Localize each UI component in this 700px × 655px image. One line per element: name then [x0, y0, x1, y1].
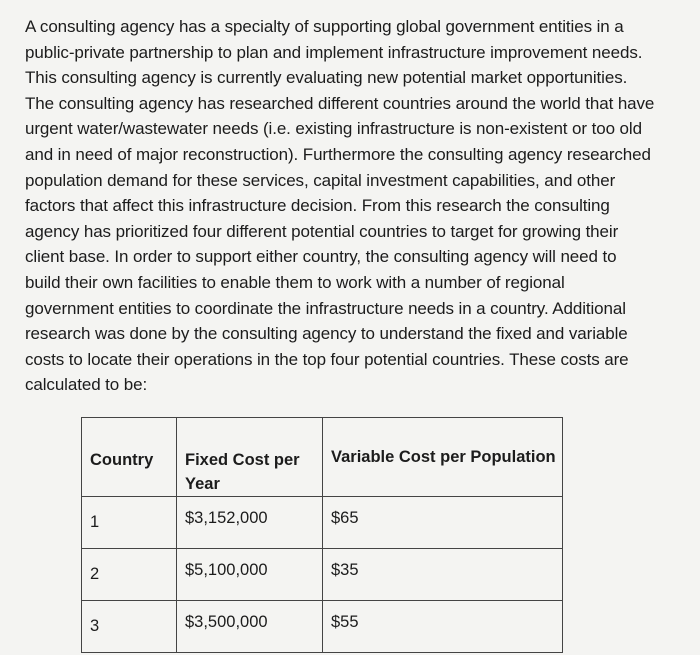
problem-statement: [25, 14, 693, 398]
paragraph-line: and in need of major reconstruction). Furthermore the consulting agency researched: [25, 144, 651, 164]
header-variable-cost: [323, 418, 563, 497]
cell-country: 3: [82, 601, 177, 653]
paragraph-line: client base. In order to support either country, the consulting agency will need to: [25, 247, 617, 267]
cell-fixed-cost: $5,100,000: [177, 549, 323, 601]
cell-fixed-cost: $3,500,000: [177, 601, 323, 653]
paragraph-line: A consulting agency has a specialty of supporting global government entities in a: [25, 17, 624, 36]
paragraph-line: population demand for these services, capital investment capabilities, and other: [25, 170, 616, 190]
header-fixed-cost-line2: Year: [185, 475, 220, 493]
cell-fixed-cost: $3,152,000: [177, 497, 323, 549]
table-header-row: [82, 418, 563, 497]
cell-country: 2: [82, 549, 177, 601]
cell-country: 1: [82, 497, 177, 549]
paragraph-line: factors that affect this infrastructure decision. From this research the consulting: [25, 196, 610, 216]
header-country: [82, 418, 177, 497]
paragraph-line: public-private partnership to plan and implement infrastructure improvement needs.: [25, 42, 643, 62]
paragraph-line: government entities to coordinate the infrastructure needs in a country. Additional: [25, 298, 626, 318]
table-row: [82, 497, 563, 549]
paragraph-line: agency has prioritized four different potential countries to target for growing their: [25, 221, 619, 241]
paragraph-line: costs to locate their operations in the top four potential countries. These costs are: [25, 349, 629, 369]
paragraph-line: build their own facilities to enable them to work with a number of regional: [25, 272, 565, 292]
cell-variable-cost: $65: [323, 497, 563, 549]
paragraph-line: calculated to be:: [25, 375, 148, 395]
paragraph-line: urgent water/wastewater needs (i.e. existing infrastructure is non-existent or too old: [25, 119, 642, 139]
header-fixed-cost: [177, 418, 323, 497]
table-row: [82, 601, 563, 653]
cost-table: [81, 417, 563, 653]
cell-variable-cost: $35: [323, 549, 563, 601]
header-fixed-cost-line1: Fixed Cost per: [185, 451, 300, 469]
table-row: [82, 549, 563, 601]
paragraph-line: This consulting agency is currently evaluating new potential market opportunities.: [25, 68, 628, 88]
paragraph-line: The consulting agency has researched different countries around the world that have: [25, 93, 655, 113]
header-country-label: Country: [90, 451, 154, 469]
cell-variable-cost: $55: [323, 601, 563, 653]
paragraph-line: research was done by the consulting agency to understand the fixed and variable: [25, 324, 628, 344]
header-variable-cost-label: Variable Cost per Population: [331, 448, 556, 466]
